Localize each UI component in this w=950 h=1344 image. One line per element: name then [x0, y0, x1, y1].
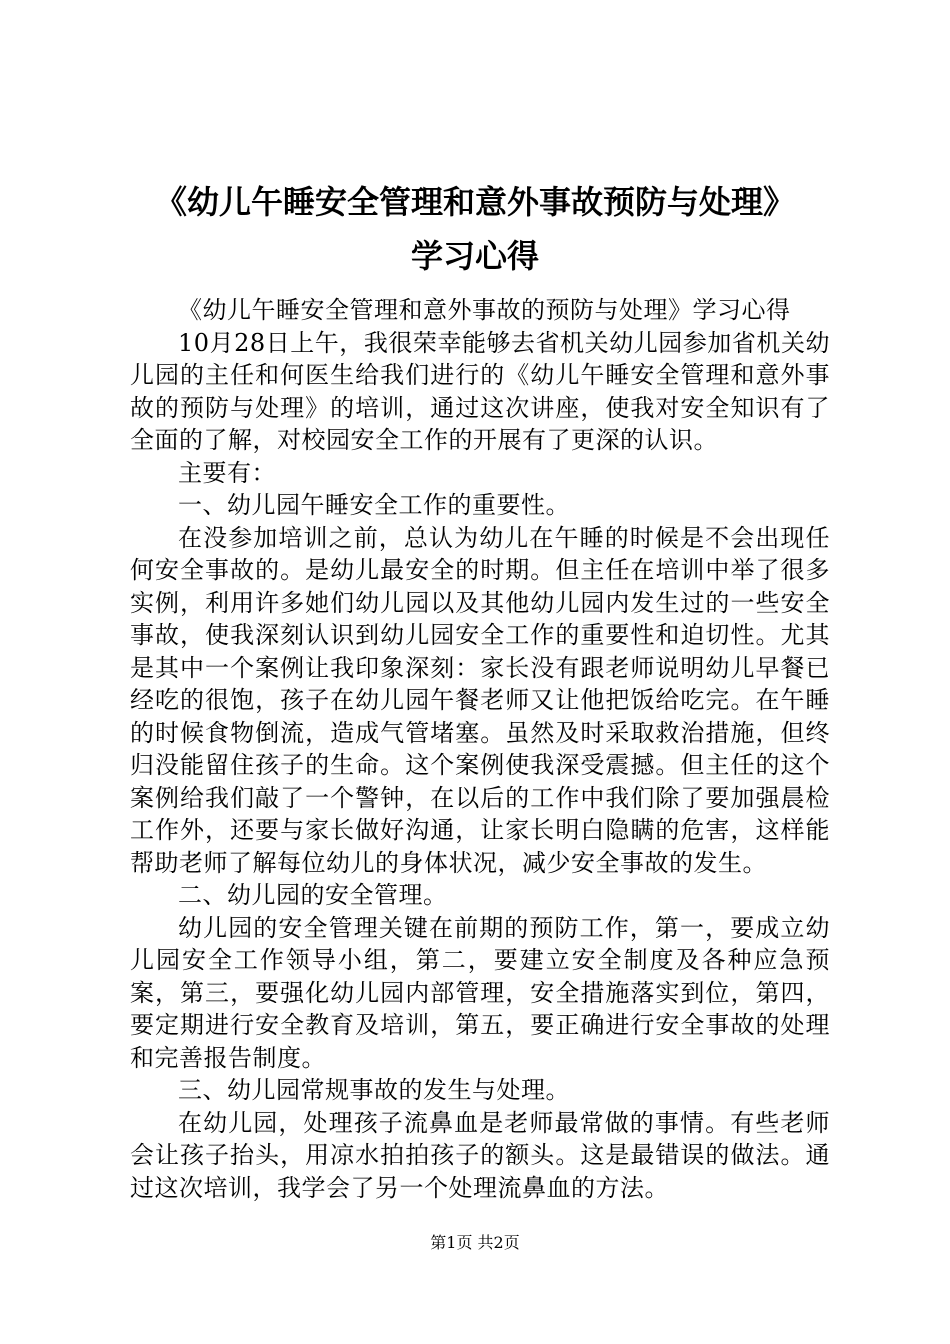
- paragraph-section-2: 幼儿园的安全管理关键在前期的预防工作，第一，要成立幼儿园安全工作领导小组，第二，要建立安全制度及各种应急预案，第三，要强化幼儿园内部管理，安全措施落实到位，第四，要定期进行安全教育及培训，第五，要正确进行安全事故的处理和完善报告制度。: [130, 913, 830, 1072]
- page-number-footer: 第1页 共2页: [430, 1233, 520, 1252]
- section-heading-3: 三、幼儿园常规事故的发生与处理。: [178, 1076, 570, 1104]
- paragraph-main-points: 主要有：: [178, 458, 276, 487]
- document-body: [130, 294, 830, 1204]
- paragraph-subtitle: 《幼儿午睡安全管理和意外事故的预防与处理》学习心得: [178, 296, 791, 324]
- document-title-line-2: 学习心得: [410, 237, 539, 275]
- paragraph-section-1: 在没参加培训之前，总认为幼儿在午睡的时候是不会出现任何安全事故的。是幼儿最安全的时期。但主任在培训中举了很多实例，利用许多她们幼儿园以及其他幼儿园内发生过的一些安全事故，使我深刻认识到幼儿园安全工作的重要性和迫切性。尤其是其中一个案例让我印象深刻：家长没有跟老师说明幼儿早餐已经吃的很饱，孩子在幼儿园午餐老师又让他把饭给吃完。在午睡的时候食物倒流，造成气管堵塞。虽然及时采取救治措施，但终归没能留住孩子的生命。这个案例使我深受震撼。但主任的这个案例给我们敲了一个警钟，在以后的工作中我们除了要加强晨检工作外，还要与家长做好沟通，让家长明白隐瞒的危害，这样能帮助老师了解每位幼儿的身体状况，减少安全事故的发生。: [130, 523, 830, 877]
- section-heading-2: 二、幼儿园的安全管理。: [178, 881, 448, 909]
- paragraph-section-3: 在幼儿园，处理孩子流鼻血是老师最常做的事情。有些老师会让孩子抬头，用凉水拍拍孩子的额头。这是最错误的做法。通过这次培训，我学会了另一个处理流鼻血的方法。: [130, 1108, 830, 1202]
- paragraph-intro: 10月28日上午，我很荣幸能够去省机关幼儿园参加省机关幼儿园的主任和何医生给我们进行的《幼儿午睡安全管理和意外事故的预防与处理》的培训，通过这次讲座，使我对安全知识有了全面的了解，对校园安全工作的开展有了更深的认识。: [130, 328, 830, 454]
- document-title-line-1: 《幼儿午睡安全管理和意外事故预防与处理》: [154, 183, 795, 221]
- section-heading-1: 一、幼儿园午睡安全工作的重要性。: [178, 491, 570, 519]
